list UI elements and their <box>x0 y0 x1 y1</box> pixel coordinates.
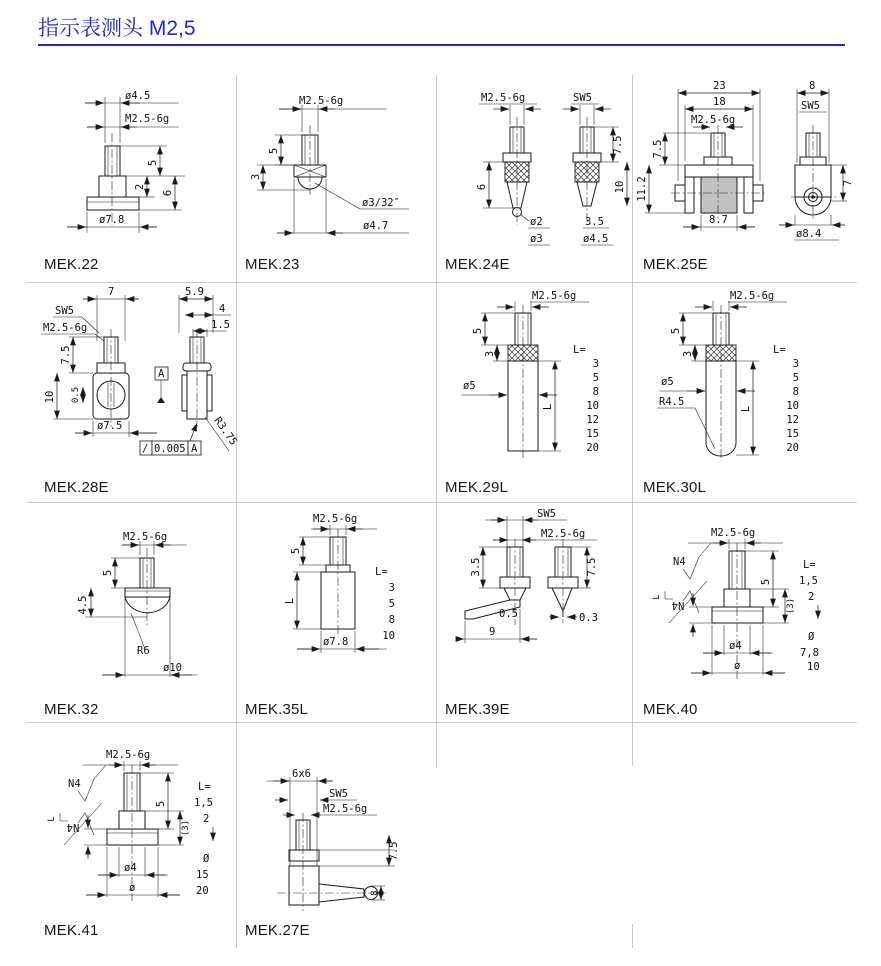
dim-label: M2.5-6g <box>730 290 775 302</box>
dim-label: 4.5 <box>77 595 89 615</box>
dim-label: M2.5-6g <box>323 803 368 815</box>
dim-label: 5 <box>268 147 280 155</box>
part-geometry <box>107 765 158 901</box>
dimensions <box>67 90 185 233</box>
dim-label: 23 <box>713 80 726 92</box>
l-header: L= <box>198 781 211 793</box>
dim-label: N4 <box>673 556 686 568</box>
dim-label: 6 <box>162 189 174 197</box>
mek29l-drawing <box>437 283 633 467</box>
dim-label: 5 <box>155 800 167 808</box>
dim-label: (3) <box>181 819 191 837</box>
part-label: MEK.27E <box>245 922 310 939</box>
dim-label: M2.5-6g <box>106 749 151 761</box>
dim-label: M2.5-6g <box>481 92 526 104</box>
mek24e-drawing <box>437 75 633 251</box>
tolerance-value: 0.005 <box>154 443 186 455</box>
dim-label: 7 <box>842 179 854 187</box>
part-label: MEK.28E <box>44 479 109 496</box>
dim-label: 5.9 <box>185 286 204 298</box>
l-header: L= <box>375 566 388 578</box>
dimensions <box>457 508 598 643</box>
d-value: 20 <box>196 885 209 897</box>
mek32-drawing <box>27 503 237 687</box>
part-geometry <box>465 539 578 625</box>
dim-label: ø3 <box>530 233 543 245</box>
dim-label: N4 <box>68 778 81 790</box>
part-label: MEK.39E <box>445 701 510 718</box>
dim-label: ø <box>129 882 136 894</box>
dim-label: 0.3 <box>579 612 598 624</box>
part-geometry <box>93 329 212 427</box>
grid-vline-r4-3b <box>632 924 633 948</box>
part-label: MEK.40 <box>643 701 698 718</box>
l-value: 5 <box>792 372 799 384</box>
mek25e-drawing <box>633 75 858 251</box>
l-value: 1,5 <box>194 797 213 809</box>
part-geometry <box>87 133 139 225</box>
d-value: 7,8 <box>800 647 819 659</box>
dim-label: 6 <box>476 183 488 191</box>
part-label: MEK.22 <box>44 256 99 273</box>
dim-label: ø4.7 <box>363 220 389 232</box>
dim-label: N4 <box>671 599 685 611</box>
dim-label: ø8.4 <box>796 228 822 240</box>
dim-label: (3) <box>786 597 796 615</box>
l-value: 20 <box>586 442 599 454</box>
dim-label: M2.5-6g <box>125 113 170 125</box>
dim-label: ø7.8 <box>99 214 125 226</box>
dim-label: 3.5 <box>470 557 482 577</box>
dim-label: L <box>542 403 554 411</box>
mek22-drawing <box>27 75 237 251</box>
l-value: 8 <box>592 386 599 398</box>
l-value: 3 <box>592 358 599 370</box>
dim-label: L <box>740 405 752 413</box>
dim-label: SW5 <box>329 788 348 800</box>
part-label: MEK.41 <box>44 922 99 939</box>
part-label: MEK.24E <box>445 256 510 273</box>
datum-flag: A <box>158 368 165 380</box>
dim-label: M2.5-6g <box>691 114 736 126</box>
dim-label: 8 <box>370 890 380 896</box>
dim-label: 5 <box>102 569 114 577</box>
d-value: 15 <box>196 869 209 881</box>
grid-vline-r4-3a <box>632 722 633 766</box>
part-geometry <box>321 529 355 637</box>
part-geometry <box>706 305 736 461</box>
mek35l-drawing <box>237 503 437 687</box>
part-geometry <box>712 543 763 679</box>
tolerance-ref: A <box>191 443 198 455</box>
l-value: 10 <box>382 630 395 642</box>
dim-label: 18 <box>713 96 726 108</box>
dim-label: 7.5 <box>60 345 72 365</box>
dim-label: 7 <box>108 286 115 298</box>
l-value: 1,5 <box>799 575 818 587</box>
dim-label: M2.5-6g <box>532 290 577 302</box>
part-label: MEK.32 <box>44 701 99 718</box>
dim-label: L <box>652 594 662 600</box>
d-header: Ø <box>203 853 210 865</box>
mek30l-drawing <box>633 283 858 467</box>
l-header: L= <box>803 559 816 571</box>
dim-label: ø2 <box>530 216 543 228</box>
d-header: Ø <box>808 631 815 643</box>
mek40-drawing <box>633 503 858 687</box>
part-label: MEK.30L <box>643 479 707 496</box>
dim-label: 1.5 <box>211 319 230 331</box>
l-value: 12 <box>586 414 599 426</box>
dim-label: R4.5 <box>659 396 685 408</box>
dim-label: ø7.8 <box>323 636 349 648</box>
mek39e-drawing <box>437 503 633 687</box>
mek23-drawing <box>237 75 437 251</box>
dim-label: ø7.5 <box>97 420 123 432</box>
dim-label: 8 <box>809 80 816 92</box>
dim-label: SW5 <box>537 508 556 520</box>
dim-label: ø4 <box>729 640 742 652</box>
dim-label: R3.75 <box>211 414 240 448</box>
l-value: 8 <box>792 386 799 398</box>
dim-label: 7.5 <box>388 841 400 861</box>
dim-label: M2.5-6g <box>43 322 88 334</box>
dim-label: 5 <box>147 159 159 167</box>
l-value: 10 <box>586 400 599 412</box>
dim-label: SW5 <box>573 92 592 104</box>
dim-label: 2 <box>134 183 146 191</box>
dim-label: SW5 <box>801 100 820 112</box>
l-value: 20 <box>786 442 799 454</box>
dim-label: L <box>47 816 57 822</box>
dim-label: 8.7 <box>709 214 728 226</box>
dim-label: 5 <box>290 547 302 555</box>
part-label: MEK.35L <box>245 701 309 718</box>
dim-label: 5 <box>670 327 682 335</box>
dim-label: N4 <box>66 821 80 833</box>
dim-label: 5 <box>472 327 484 335</box>
l-value: 2 <box>808 591 815 603</box>
l-value: 15 <box>586 428 599 440</box>
l-value: 2 <box>203 813 210 825</box>
l-value: 8 <box>388 614 395 626</box>
dim-label: 6x6 <box>292 768 311 780</box>
dim-label: M2.5-6g <box>123 531 168 543</box>
l-value: 3 <box>388 582 395 594</box>
dim-label: M2.5-6g <box>541 528 586 540</box>
dim-label: 0.5 <box>71 386 81 404</box>
l-header: L= <box>773 344 786 356</box>
part-geometry <box>294 125 326 195</box>
dim-label: ø4.5 <box>125 90 151 102</box>
dimensions <box>476 92 627 245</box>
dimensions <box>267 768 400 900</box>
part-geometry <box>508 305 538 459</box>
dim-label: 0.5 <box>499 608 518 620</box>
mek28e-drawing <box>27 283 240 467</box>
dim-label: 10 <box>614 180 626 194</box>
l-value: 15 <box>786 428 799 440</box>
part-label: MEK.25E <box>643 256 708 273</box>
dim-label: ø4 <box>124 862 137 874</box>
dim-label: 4 <box>219 303 226 315</box>
l-value: 5 <box>592 372 599 384</box>
part-geometry <box>671 125 837 221</box>
dim-label: 7.5 <box>586 557 598 577</box>
l-value: 10 <box>786 400 799 412</box>
part-geometry <box>125 548 170 625</box>
part-geometry <box>503 117 601 225</box>
dimensions <box>250 95 409 233</box>
tolerance-symbol: / <box>142 443 149 455</box>
dim-label: 9 <box>489 626 496 638</box>
dim-label: 3.5 <box>585 216 604 228</box>
dim-label: M2.5-6g <box>711 527 756 539</box>
dim-label: 7.5 <box>612 135 624 155</box>
dim-label: 7.5 <box>652 139 664 159</box>
dim-label: 11.2 <box>636 176 648 202</box>
l-value: 12 <box>786 414 799 426</box>
dim-label: ø5 <box>463 380 476 392</box>
l-value: 5 <box>388 598 395 610</box>
d-value: 10 <box>807 661 820 673</box>
part-label: MEK.23 <box>245 256 300 273</box>
title-underline <box>38 44 845 46</box>
dim-label: ø5 <box>661 376 674 388</box>
dim-label: M2.5-6g <box>313 513 358 525</box>
dim-label: ø <box>734 660 741 672</box>
dim-label: L <box>284 597 296 605</box>
dim-label: 3 <box>682 350 694 358</box>
l-header: L= <box>573 344 586 356</box>
dim-label: ø4.5 <box>583 233 609 245</box>
dim-label: 3 <box>484 350 496 358</box>
mek41-drawing <box>27 723 237 913</box>
dim-label: 3 <box>250 173 262 181</box>
mek27e-drawing <box>237 723 437 913</box>
dim-label: ø3/32″ <box>362 197 400 209</box>
page-title: 指示表测头 M2,5 <box>38 17 196 40</box>
dim-label: R6 <box>137 645 150 657</box>
dim-label: 5 <box>760 578 772 586</box>
dim-label: M2.5-6g <box>299 95 344 107</box>
dim-label: SW5 <box>55 305 74 317</box>
l-value: 3 <box>792 358 799 370</box>
dim-label: 10 <box>44 390 56 404</box>
part-label: MEK.29L <box>445 479 509 496</box>
dim-label: ø10 <box>163 662 182 674</box>
